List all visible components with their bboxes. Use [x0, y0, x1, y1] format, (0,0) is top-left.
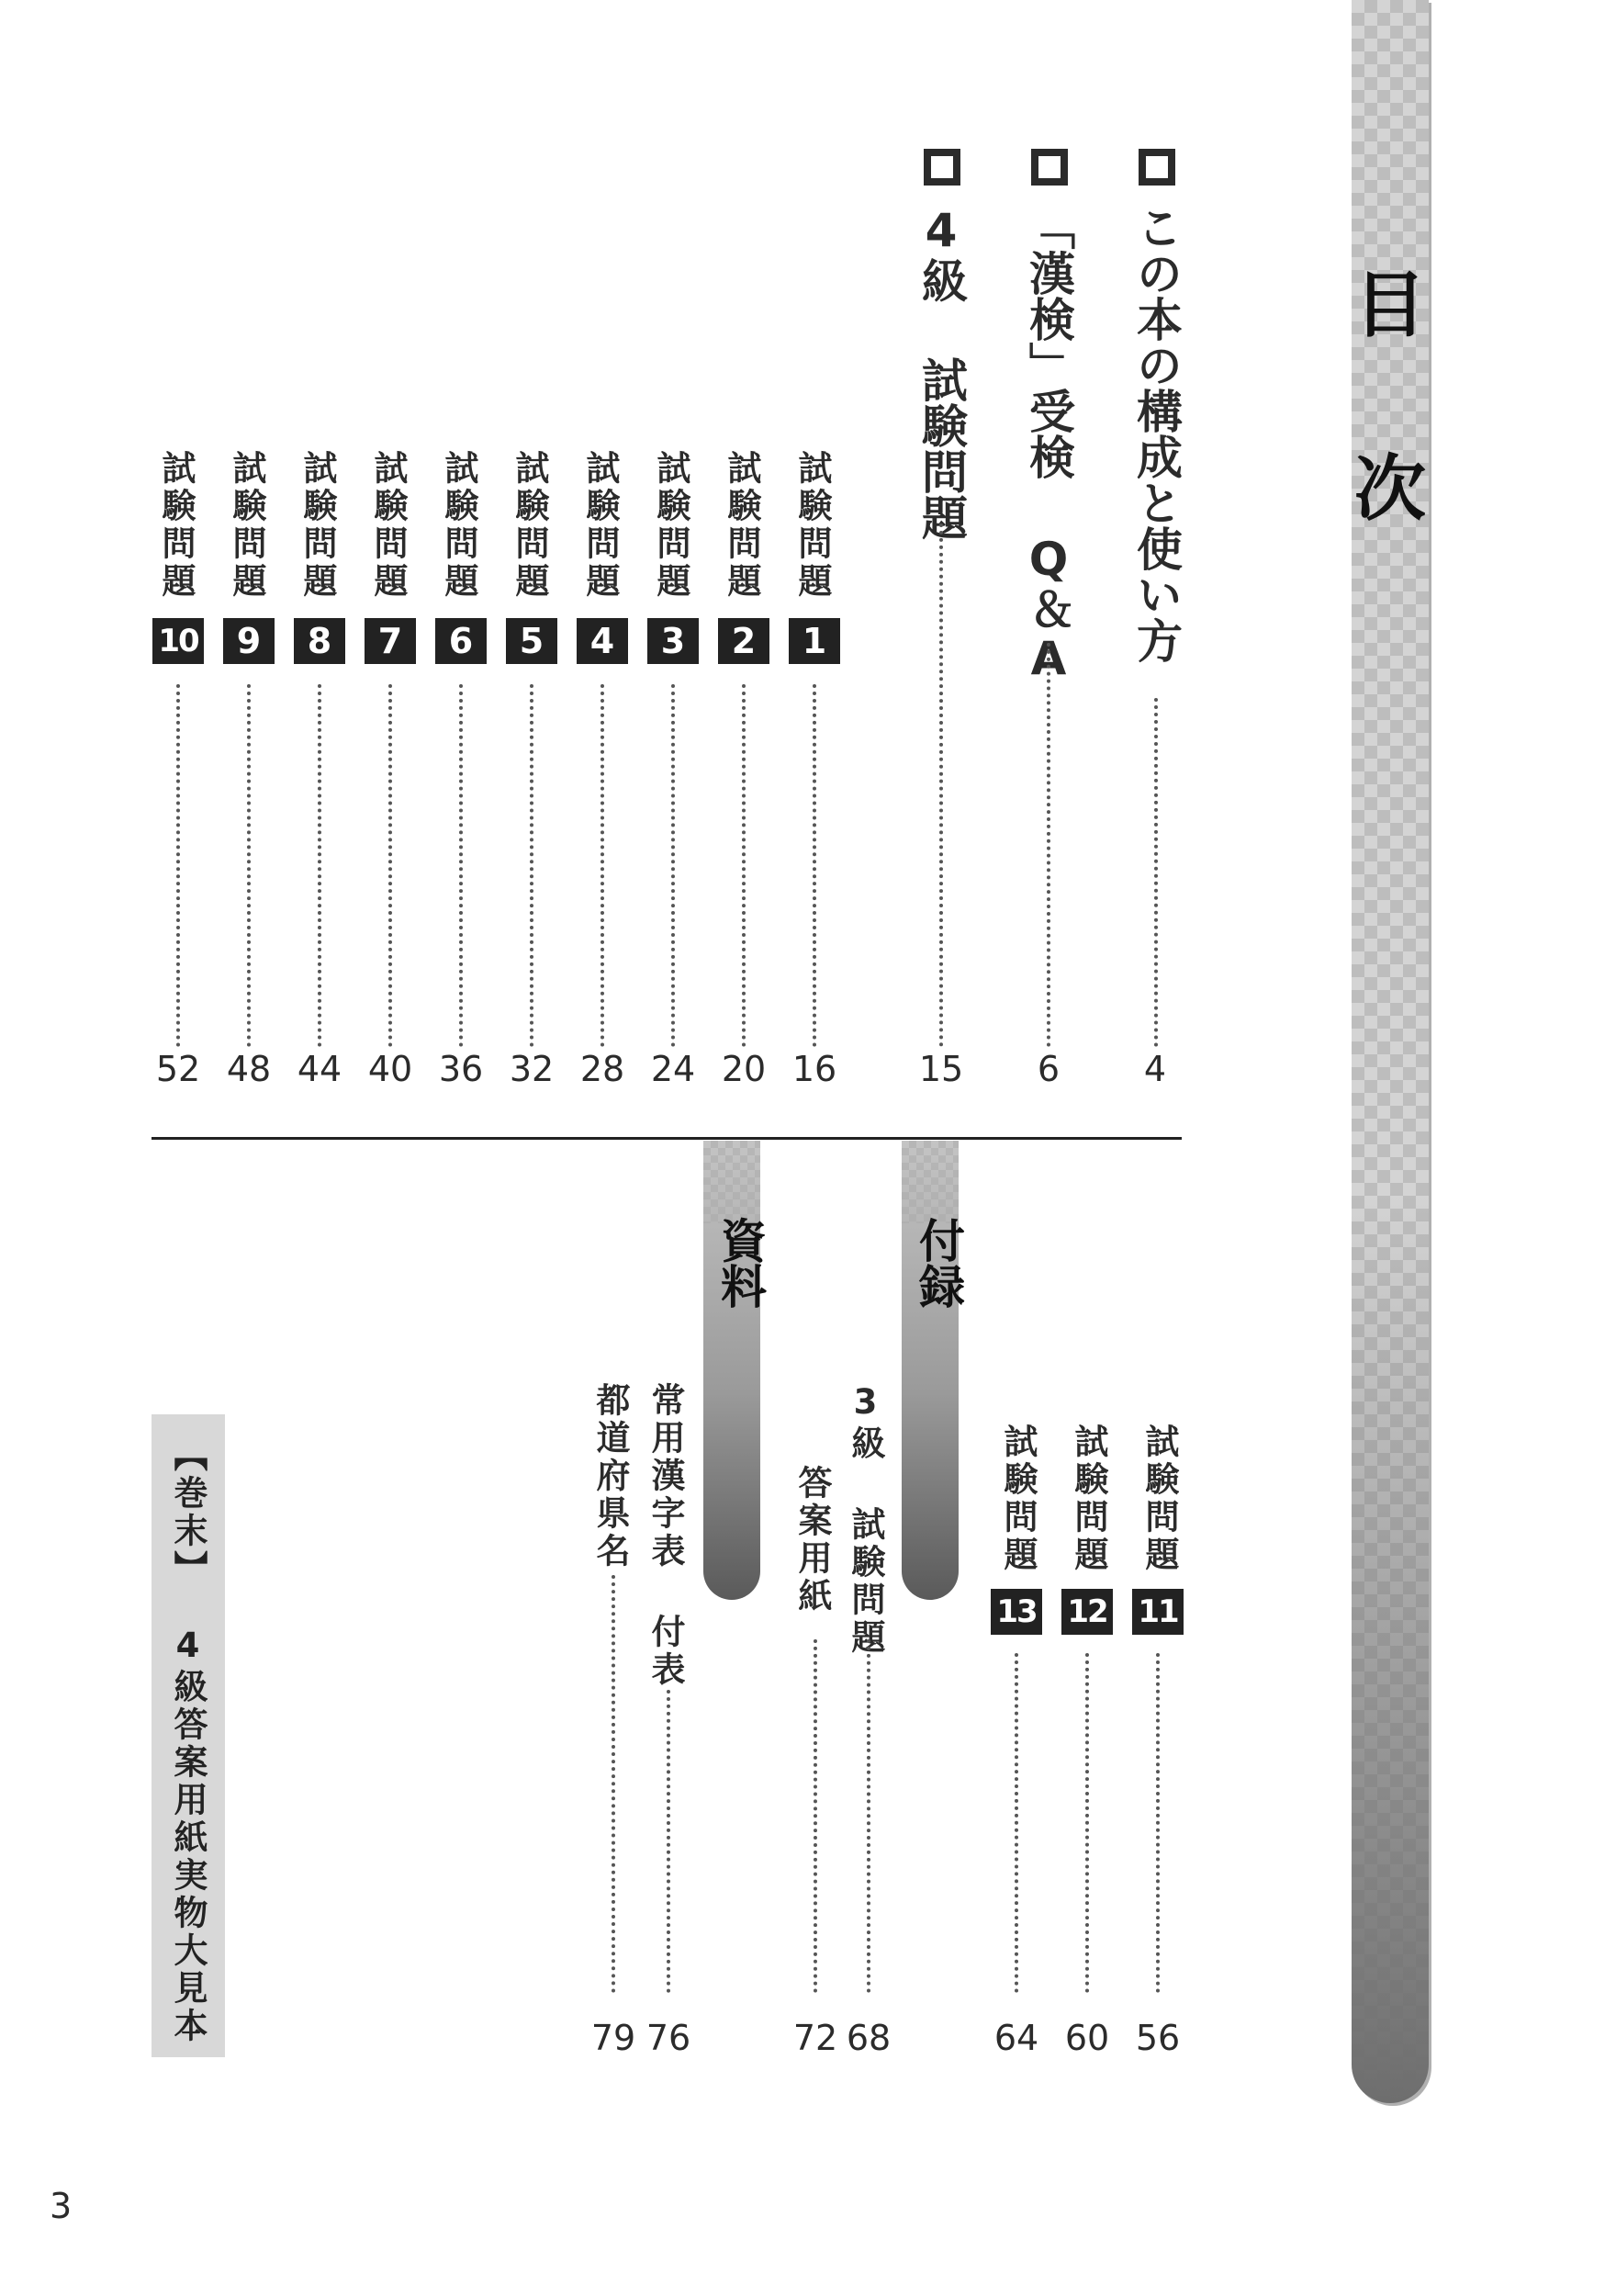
page-number: 64 [993, 2018, 1039, 2058]
appendix-item-answer-sheet[interactable]: 答案用紙 [792, 1465, 832, 1615]
exam-label: 試験問題 [1139, 1424, 1179, 1574]
leader-dots [814, 1639, 817, 1993]
exam-label: 試験問題 [368, 450, 408, 601]
section-structure-title[interactable]: この本の構成と使い方 [1129, 204, 1183, 663]
exam-label: 試験問題 [439, 450, 478, 601]
title-char-2: 次 [1353, 448, 1426, 531]
page-number: 44 [297, 1049, 342, 1089]
page-number: 36 [438, 1049, 484, 1089]
exam-number-badge[interactable]: 10 [152, 618, 204, 664]
leader-dots [742, 684, 746, 1047]
appendix-item-grade3[interactable]: 3級 試験問題 [846, 1382, 885, 1657]
section-qa-title[interactable]: 「漢検」受検 Q＆A [1022, 204, 1075, 685]
materials-item-joyo-kanji[interactable]: 常用漢字表 付表 [645, 1382, 685, 1689]
leader-dots [813, 684, 816, 1047]
leader-dots [867, 1639, 870, 1993]
exam-label: 試験問題 [792, 450, 832, 601]
page-number: 60 [1064, 2018, 1110, 2058]
leader-dots [388, 684, 392, 1047]
exam-number-badge[interactable]: 7 [365, 618, 416, 664]
page-number: 79 [590, 2018, 636, 2058]
page-number: 20 [721, 1049, 767, 1089]
leader-dots [176, 684, 180, 1047]
checkbox-icon [1139, 149, 1175, 186]
page-number: 32 [509, 1049, 555, 1089]
exam-number-badge[interactable]: 8 [294, 618, 345, 664]
materials-tab-label: 資料 [713, 1217, 767, 1309]
leader-dots [667, 1690, 670, 1993]
exam-label: 試験問題 [156, 450, 196, 601]
leader-dots [939, 523, 943, 1047]
page-number: 76 [645, 2018, 691, 2058]
page-number: 4 [1143, 1049, 1167, 1089]
leader-dots [1085, 1653, 1089, 1993]
exam-number-badge[interactable]: 9 [223, 618, 275, 664]
section-grade4-title[interactable]: 4級 試験問題 [915, 204, 968, 540]
kanmatsu-label[interactable]: 4級答案用紙実物大見本 [168, 1626, 208, 2045]
exam-number-badge[interactable]: 4 [577, 618, 628, 664]
exam-label: 試験問題 [1069, 1424, 1108, 1574]
leader-dots [1047, 643, 1050, 1047]
appendix-tab-label: 付録 [912, 1217, 965, 1309]
leader-dots [600, 684, 604, 1047]
exam-number-badge[interactable]: 3 [647, 618, 699, 664]
section-divider [152, 1137, 1182, 1140]
exam-label: 試験問題 [998, 1424, 1038, 1574]
page-number: 40 [367, 1049, 413, 1089]
checkbox-icon [924, 149, 960, 186]
materials-item-prefectures[interactable]: 都道府県名 [590, 1382, 630, 1570]
exam-number-badge[interactable]: 1 [789, 618, 840, 664]
exam-number-badge[interactable]: 11 [1132, 1589, 1184, 1635]
exam-label: 試験問題 [227, 450, 266, 601]
leader-dots [530, 684, 533, 1047]
page-number: 16 [791, 1049, 837, 1089]
materials-tab-pattern [703, 1141, 760, 1223]
page-number: 28 [579, 1049, 625, 1089]
kanmatsu-bracket: 【巻末】 [168, 1437, 208, 1588]
page-number: 15 [918, 1049, 964, 1089]
exam-number-badge[interactable]: 5 [506, 618, 557, 664]
exam-number-badge[interactable]: 2 [718, 618, 769, 664]
leader-dots [1015, 1653, 1018, 1993]
exam-number-badge[interactable]: 6 [435, 618, 487, 664]
exam-label: 試験問題 [722, 450, 761, 601]
page-number: 24 [650, 1049, 696, 1089]
page-number: 68 [846, 2018, 892, 2058]
title-char-1: 目 [1353, 264, 1426, 347]
page-number: 56 [1135, 2018, 1181, 2058]
exam-label: 試験問題 [510, 450, 549, 601]
page-number: 52 [155, 1049, 201, 1089]
leader-dots [247, 684, 251, 1047]
exam-number-badge[interactable]: 12 [1061, 1589, 1113, 1635]
leader-dots [1154, 698, 1158, 1047]
exam-label: 試験問題 [297, 450, 337, 601]
leader-dots [1156, 1653, 1160, 1993]
leader-dots [612, 1575, 615, 1993]
page-number: 48 [226, 1049, 272, 1089]
leader-dots [459, 684, 463, 1047]
page-number-footer: 3 [50, 2186, 73, 2226]
leader-dots [318, 684, 321, 1047]
checkbox-icon [1031, 149, 1068, 186]
exam-number-badge[interactable]: 13 [991, 1589, 1042, 1635]
appendix-tab-pattern [902, 1141, 959, 1223]
leader-dots [671, 684, 675, 1047]
page-number: 6 [1037, 1049, 1061, 1089]
exam-label: 試験問題 [651, 450, 690, 601]
title-bar-shade [1352, 1194, 1429, 2103]
exam-label: 試験問題 [580, 450, 620, 601]
page-number: 72 [792, 2018, 838, 2058]
